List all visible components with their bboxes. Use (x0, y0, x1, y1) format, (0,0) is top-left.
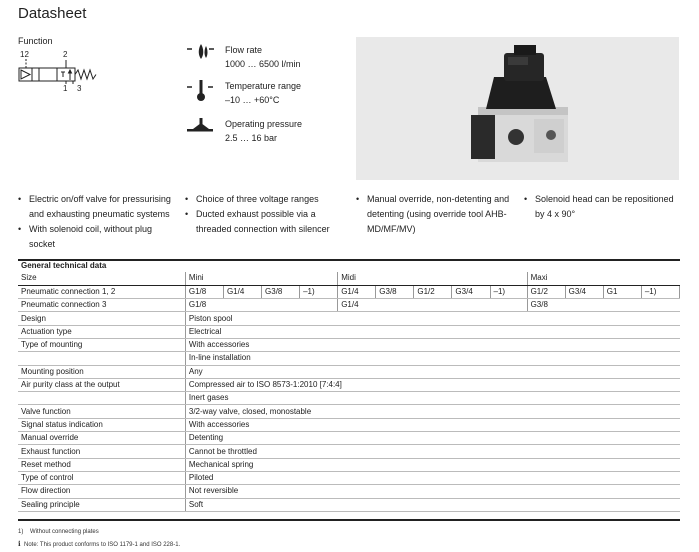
size-row (18, 272, 680, 285)
feature-item: • Choice of three voltage ranges (185, 192, 345, 207)
row-label: Actuation type (18, 325, 185, 338)
row-label: Signal status indication (18, 418, 185, 431)
row-value: Inert gases (185, 392, 679, 405)
row-value: Electrical (185, 325, 679, 338)
row-label: Reset method (18, 458, 185, 471)
cell: G1/4 (338, 299, 527, 312)
footnote-1 (18, 529, 99, 535)
flow-rate-label: Flow rate (225, 45, 263, 55)
row-label: Valve function (18, 405, 185, 418)
cell: G3/4 (565, 285, 603, 298)
table-row (18, 352, 680, 365)
footnote-note (18, 540, 180, 548)
features-col-3 (356, 192, 518, 237)
table-row (18, 299, 680, 312)
port-2-label: 2 (63, 50, 68, 59)
row-label: Flow direction (18, 485, 185, 498)
note-icon: ℹ (18, 541, 21, 548)
size-midi: Midi (338, 272, 527, 285)
pressure-icon (185, 117, 215, 143)
cell: –1) (300, 285, 338, 298)
row-value: 3/2-way valve, closed, monostable (185, 405, 679, 418)
cell: G1/2 (527, 285, 565, 298)
row-value: Not reversible (185, 485, 679, 498)
cell: G1/8 (185, 285, 223, 298)
row-value: Piloted (185, 471, 679, 484)
temperature-icon (185, 79, 215, 105)
valve-illustration (356, 37, 679, 180)
features-col-4 (524, 192, 684, 222)
note-text: Note: This product conforms to ISO 1179-1 and ISO 228-1. (24, 542, 181, 548)
port-12-label: 12 (20, 50, 29, 59)
cell: G1 (603, 285, 641, 298)
table-title-row (18, 260, 680, 272)
pressure-value: 2.5 … 16 bar (225, 133, 278, 143)
table-row (18, 392, 680, 405)
technical-data-table (18, 260, 680, 512)
page-title: Datasheet (18, 5, 87, 22)
table-row (18, 285, 680, 298)
port-1-label: 1 (63, 84, 68, 93)
table-row (18, 405, 680, 418)
size-label: Size (18, 272, 185, 285)
port-3-label: 3 (77, 84, 82, 93)
feature-item: • With solenoid coil, without plug socket (18, 222, 178, 252)
flow-rate-icon (185, 43, 215, 69)
table-row (18, 365, 680, 378)
row-label (18, 392, 185, 405)
table-bottom-rule (18, 519, 680, 521)
table-row (18, 418, 680, 431)
cell: G1/2 (414, 285, 452, 298)
table-row (18, 498, 680, 511)
features-col-1 (18, 192, 178, 252)
row-label: Manual override (18, 432, 185, 445)
row-value: Piston spool (185, 312, 679, 325)
row-label: Design (18, 312, 185, 325)
cell: G1/8 (185, 299, 337, 312)
footnote-text: Without connecting plates (30, 529, 99, 535)
cell: G1/4 (223, 285, 261, 298)
size-mini: Mini (185, 272, 337, 285)
row-label: Type of mounting (18, 338, 185, 351)
cell: –1) (641, 285, 679, 298)
temperature-value: –10 … +60°C (225, 95, 280, 105)
cell: G3/8 (262, 285, 300, 298)
table-row (18, 378, 680, 391)
feature-item: • Ducted exhaust possible via a threaded connection with silencer (185, 207, 345, 237)
row-value: Cannot be throttled (185, 445, 679, 458)
table-row (18, 325, 680, 338)
table-row (18, 312, 680, 325)
table-row (18, 432, 680, 445)
feature-item: • Electric on/off valve for pressurising and exhausting pneumatic systems (18, 192, 178, 222)
row-label: Pneumatic connection 3 (18, 299, 185, 312)
row-value: Mechanical spring (185, 458, 679, 471)
row-value: With accessories (185, 418, 679, 431)
row-value: With accessories (185, 338, 679, 351)
cell: G3/8 (527, 299, 679, 312)
table-title: General technical data (21, 261, 107, 270)
row-label: Sealing principle (18, 498, 185, 511)
row-value: Any (185, 365, 679, 378)
row-value: Soft (185, 498, 679, 511)
product-photo (356, 37, 679, 180)
table-row (18, 458, 680, 471)
general-rows (18, 312, 680, 511)
temperature-label: Temperature range (225, 81, 302, 91)
row-label: Mounting position (18, 365, 185, 378)
row-label: Air purity class at the output (18, 378, 185, 391)
row-value: Compressed air to ISO 8573-1:2010 [7:4:4] (185, 378, 679, 391)
row-value: In-line installation (185, 352, 679, 365)
table-row (18, 338, 680, 351)
features-col-2 (185, 192, 345, 237)
table-row (18, 485, 680, 498)
footnote-mark: 1) (18, 529, 24, 535)
flow-rate-value: 1000 … 6500 l/min (225, 59, 301, 69)
cell: G1/4 (338, 285, 376, 298)
row-label: Exhaust function (18, 445, 185, 458)
valve-function-symbol (18, 48, 103, 93)
feature-item: • Manual override, non-detenting and detenting (using override tool AHB-MD/MF/MV) (356, 192, 518, 237)
table-row (18, 445, 680, 458)
row-label (18, 352, 185, 365)
row-label: Type of control (18, 471, 185, 484)
row-label: Pneumatic connection 1, 2 (18, 285, 185, 298)
cell: –1) (490, 285, 527, 298)
size-maxi: Maxi (527, 272, 679, 285)
table-row (18, 471, 680, 484)
function-label: Function (18, 36, 53, 46)
row-value: Detenting (185, 432, 679, 445)
cell: G3/8 (376, 285, 414, 298)
pressure-label: Operating pressure (225, 119, 303, 129)
feature-item: • Solenoid head can be repositioned by 4 x 90° (524, 192, 684, 222)
cell: G3/4 (452, 285, 490, 298)
